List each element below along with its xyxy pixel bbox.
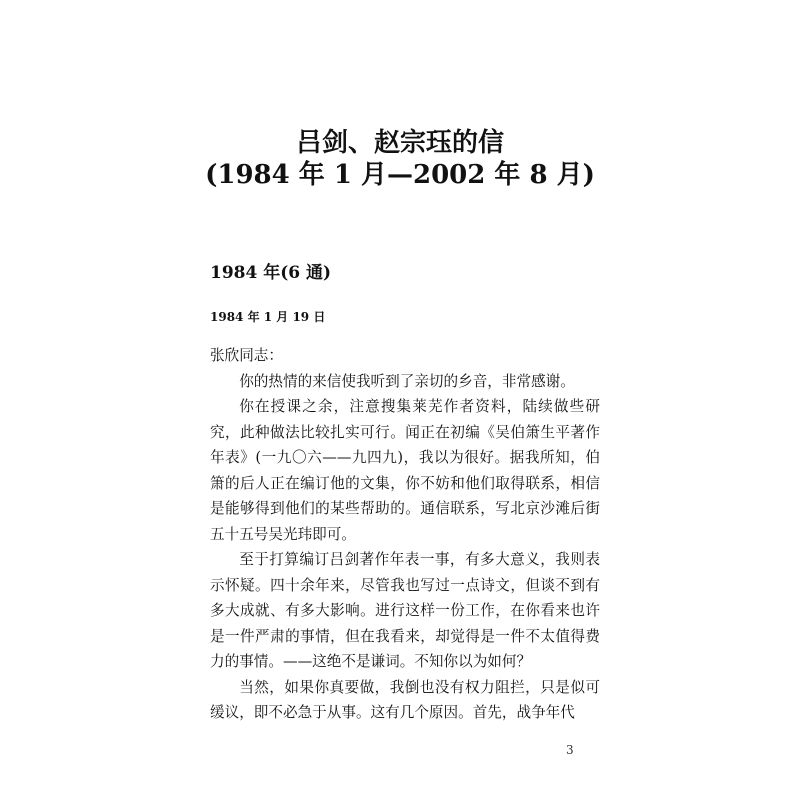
letter-paragraph: 你的热情的来信使我听到了亲切的乡音，非常感谢。 <box>239 372 575 390</box>
section-heading: 1984 年(6 通) <box>210 263 332 283</box>
letter-paragraph: 你在授课之余，注意搜集莱芜作者资料，陆续做些研究，此种做法比较扎实可行。闻正在初编《吴伯箫生平著作年表》(一九〇六——九四九)，我以为很好。据我所知，伯箫的后人正在编订他的文集，你不妨和他们取得联系，相信是能够得到他们的某些帮助的。通信联系，写北京沙滩后街五十五号吴光玮即可。 <box>210 398 600 543</box>
letter-date: 1984 年 1 月 19 日 <box>210 310 326 324</box>
page-subtitle-date-range: (1984 年 1 月—2002 年 8 月) <box>205 160 595 190</box>
page-title: 吕剑、赵宗珏的信 <box>295 128 504 158</box>
letter-paragraph: 至于打算编订吕剑著作年表一事，有多大意义，我则表示怀疑。四十余年来，尽管我也写过一点诗文，但谈不到有多大成就、有多大影响。进行这样一份工作，在你看来也许是一件严肃的事情，但在我看来，却觉得是一件不太值得费力的事情。——这绝不是谦词。不知你以为如何？ <box>210 551 600 670</box>
letter-body <box>210 343 600 726</box>
page-number: 3 <box>566 743 574 757</box>
letter-paragraph: 当然，如果你真要做，我倒也没有权力阻拦，只是似可缓议，即不必急于从事。这有几个原因。首先，战争年代 <box>210 678 600 721</box>
letter-salutation: 张欣同志： <box>210 347 283 364</box>
